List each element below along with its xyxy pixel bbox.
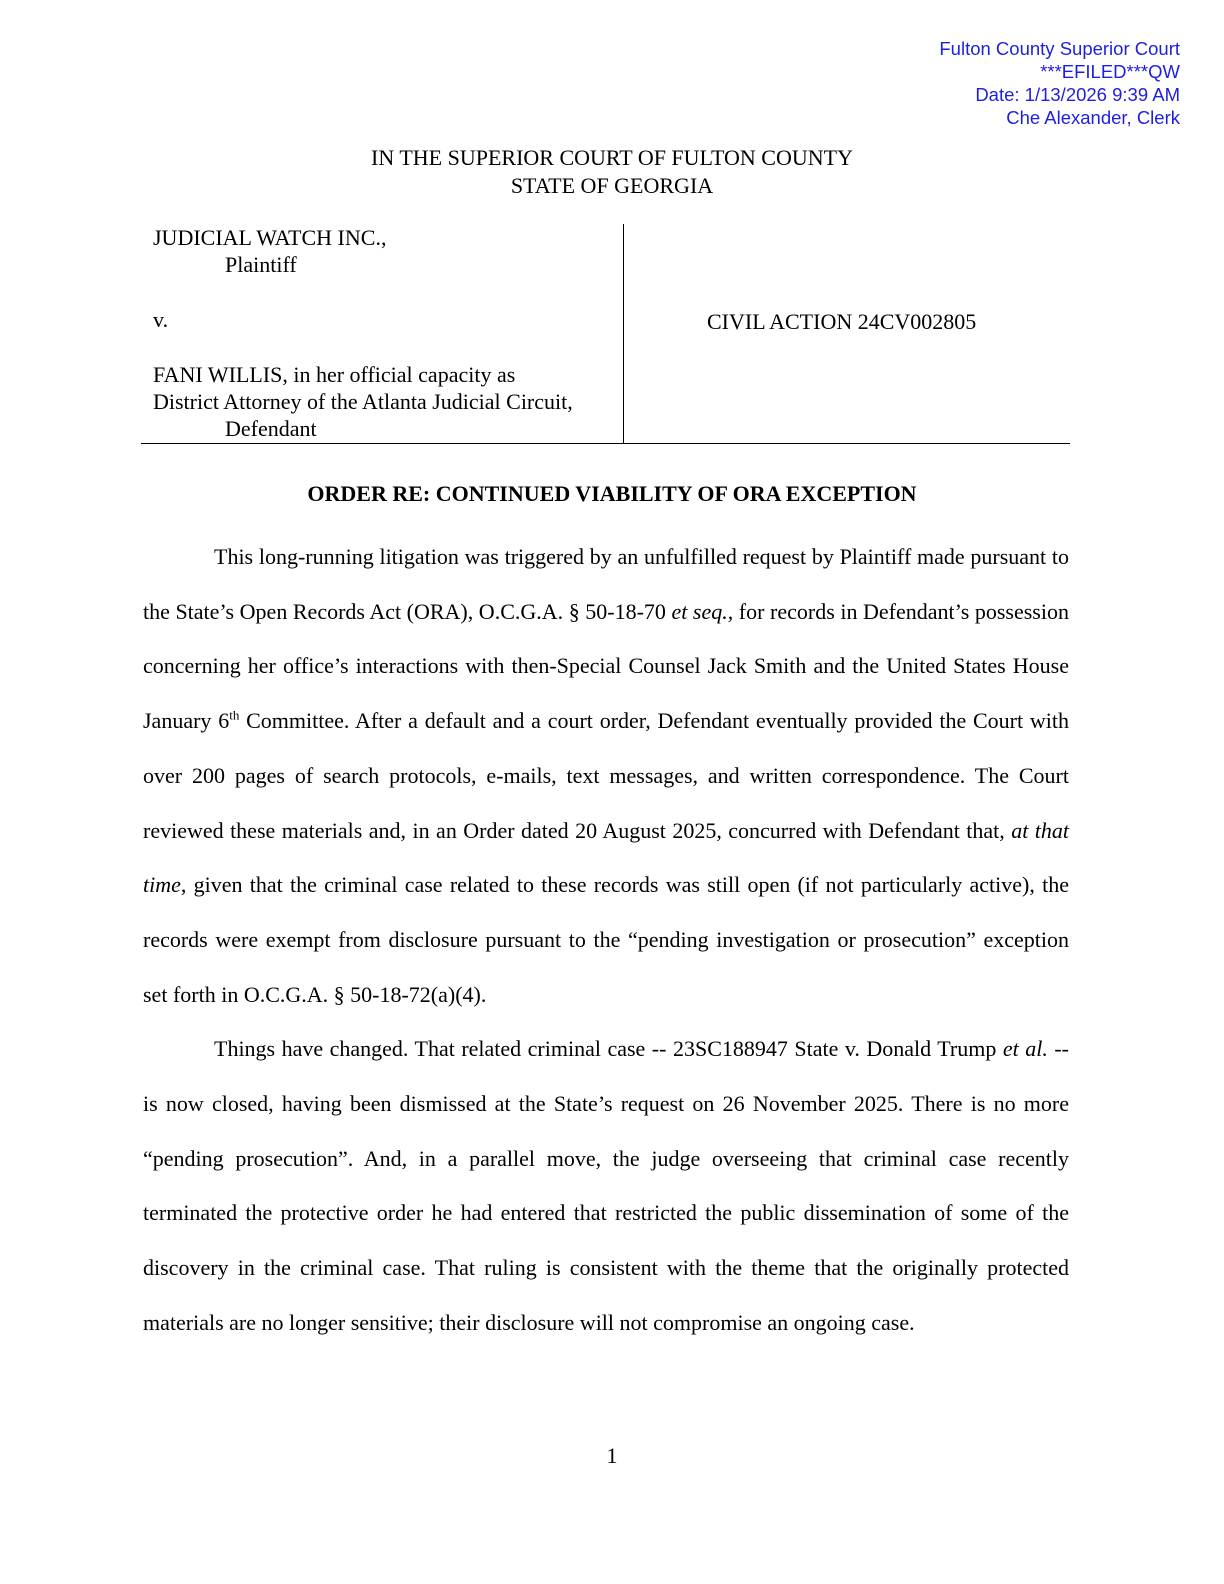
paragraph-2-italic-et-al: et al. <box>1002 1036 1048 1062</box>
court-heading-line1: IN THE SUPERIOR COURT OF FULTON COUNTY <box>371 145 853 170</box>
paragraph-2-text-a: Things have changed. That related criminal case -- 23SC188947 State v. Donald Trump <box>214 1036 1003 1062</box>
court-heading-line2: STATE OF GEORGIA <box>510 173 714 198</box>
paragraph-1-text-e: Committee. After a default and a court order, Defendant eventually provided the Court with over 200 pages of search protocols, e-mails, text messages, and written correspondence. The Court reviewed these materials and, in an Order dated 20 August 2025, concurred with Defendant that, <box>143 708 1070 843</box>
stamp-court: Fulton County Superior Court <box>939 38 1180 59</box>
stamp-date: Date: 1/13/2026 9:39 AM <box>975 84 1180 105</box>
defendant-line2: District Attorney of the Atlanta Judicial Circuit, <box>153 389 573 414</box>
plaintiff-role: Plaintiff <box>225 252 297 277</box>
paragraph-1-text-a: This long-running litigation was triggered by an unfulfilled request by Plaintiff made pursuant to the State’s Open Records Act (ORA), O.C.G.A. § 50-18-70 <box>143 544 1069 624</box>
defendant-line1: FANI WILLIS, in her official capacity as <box>153 362 516 387</box>
efile-stamp <box>939 37 1180 129</box>
order-body <box>143 530 1069 1351</box>
plaintiff-name: JUDICIAL WATCH INC., <box>153 225 387 250</box>
civil-action-number: CIVIL ACTION 24CV002805 <box>707 309 977 334</box>
page-number: 1 <box>606 1443 618 1468</box>
caption-divider <box>623 224 624 443</box>
case-caption <box>141 224 1070 444</box>
stamp-clerk: Che Alexander, Clerk <box>1006 107 1180 128</box>
paragraph-1-superscript: th <box>229 707 240 723</box>
paragraph-1-italic-at-that-time: at that time <box>143 817 1069 898</box>
court-heading <box>0 144 1224 200</box>
paragraph-1-italic-et-seq: et seq., <box>671 598 734 624</box>
defendant-role: Defendant <box>225 416 317 441</box>
paragraph-1 <box>143 530 1069 1022</box>
stamp-efiled: ***EFILED***QW <box>1040 61 1180 82</box>
paragraph-2 <box>143 1022 1069 1350</box>
versus: v. <box>153 307 169 332</box>
paragraph-2-text-c: -- is now closed, having been dismissed at the State’s request on 26 November 2025. There is no more “pending prosecution”. And, in a parallel move, the judge overseeing that criminal case recently terminated the protective order he had entered that restricted the public dissemination of some of the discovery in the criminal case. That ruling is consistent with the theme that the originally protected materials are no longer sensitive; their disclosure will not compromise an ongoing case. <box>143 1036 1069 1335</box>
paragraph-1-text-g: , given that the criminal case related to these records was still open (if not particularly active), the records were exempt from disclosure pursuant to the “pending investigation or prosecution” exception set forth in O.C.G.A. § 50-18-72(a)(4). <box>143 872 1069 1007</box>
order-title: ORDER RE: CONTINUED VIABILITY OF ORA EXCEPTION <box>307 481 917 506</box>
paragraph-1-text-c: for records in Defendant’s possession concerning her office’s interactions with then-Special Counsel Jack Smith and the United States House January 6 <box>143 598 1069 734</box>
caption-parties <box>153 224 623 442</box>
